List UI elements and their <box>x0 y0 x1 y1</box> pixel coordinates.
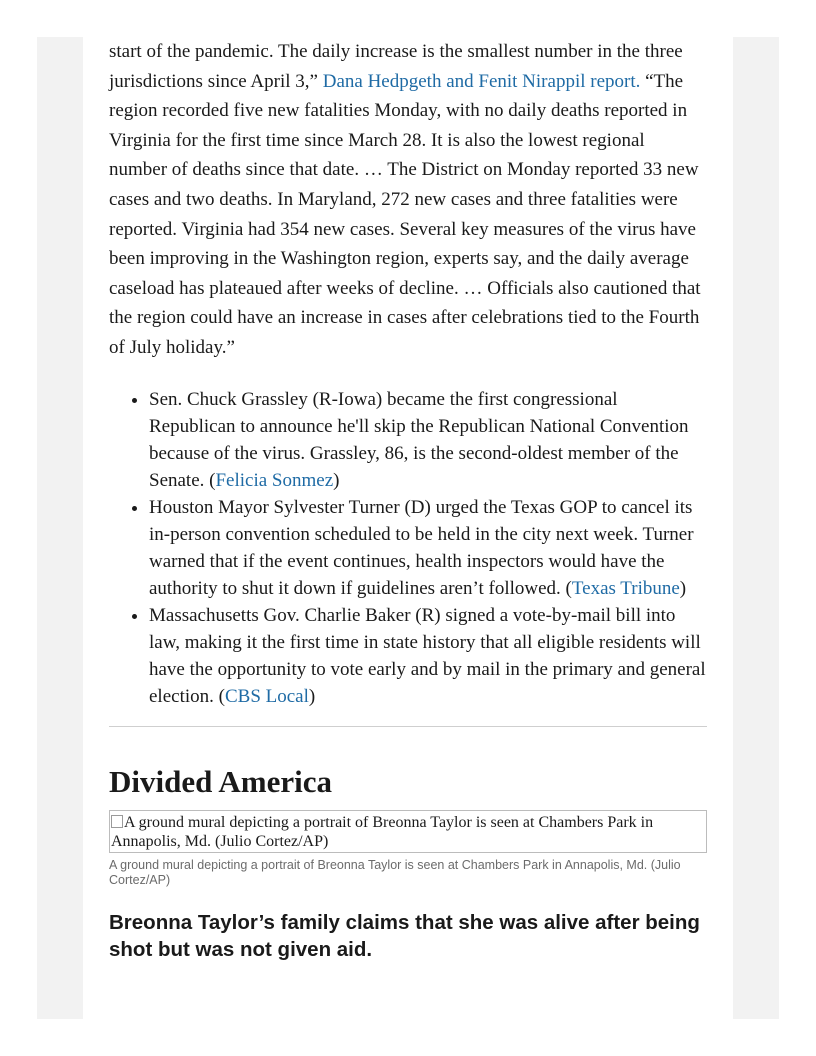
image-alt-text: A ground mural depicting a portrait of Breonna Taylor is seen at Chambers Park in Annapolis, Md. (Julio Cortez/AP) <box>111 813 654 850</box>
bullet-close-paren: ) <box>333 469 340 491</box>
broken-image <box>109 810 707 853</box>
bullet-text: Massachusetts Gov. Charlie Baker (R) signed a vote-by-mail bill into law, making it the first time in state history that all eligible residents will have the opportunity to vote early and by mail in the primary and general election. ( <box>149 604 706 707</box>
story-headline: Breonna Taylor’s family claims that she was alive after being shot but was not given aid. <box>109 910 700 961</box>
section-heading: Divided America <box>109 763 332 799</box>
bullet-text: Houston Mayor Sylvester Turner (D) urged the Texas GOP to cancel its in-person convention scheduled to be held in the city next week. Turner warned that if the event continues, health inspectors would have the authority to shut it down if guidelines aren’t followed. ( <box>149 496 694 599</box>
bullet-close-paren: ) <box>679 577 687 599</box>
left-gutter <box>37 37 83 1019</box>
list-item <box>149 602 707 710</box>
article-paragraph <box>109 37 707 363</box>
article-body <box>109 37 707 963</box>
bullet-close-paren: ) <box>308 685 316 707</box>
section-divider <box>109 726 707 727</box>
list-item <box>149 494 707 602</box>
right-gutter <box>733 37 779 1019</box>
broken-image-icon <box>111 815 123 828</box>
news-bullet-list <box>109 386 707 710</box>
source-link-felicia-sonmez[interactable]: Felicia Sonmez <box>215 469 334 491</box>
bullet-text: Sen. Chuck Grassley (R-Iowa) became the first congressional Republican to announce he'll skip the Republican National Convention because of the virus. Grassley, 86, is the second-oldest member of the Senate. ( <box>149 388 689 491</box>
source-link-cbs-local[interactable]: CBS Local <box>224 685 309 707</box>
image-caption: A ground mural depicting a portrait of Breonna Taylor is seen at Chambers Park in Annapolis, Md. (Julio Cortez/AP) <box>109 857 681 887</box>
list-item <box>149 386 707 494</box>
paragraph-text-after-link: “The region recorded five new fatalities Monday, with no daily deaths reported in Virginia for the first time since March 28. It is also the lowest regional number of deaths since that date. … The District on Monday reported 33 new cases and two deaths. In Maryland, 272 new cases and three fatalities were reported. Virginia had 354 new cases. Several key measures of the virus have been improving in the Washington region, experts say, and the daily average caseload has plateaued after weeks of decline. … Officials also cautioned that the region could have an increase in cases after celebrations tied to the Fourth of July holiday.” <box>109 70 701 358</box>
paragraph-text-before-link: start of the pandemic. The daily increase is the smallest number in the three jurisdictions since April 3,” <box>109 41 683 92</box>
reporter-link[interactable]: Dana Hedpgeth and Fenit Nirappil report. <box>322 70 641 92</box>
source-link-texas-tribune[interactable]: Texas Tribune <box>571 577 680 599</box>
